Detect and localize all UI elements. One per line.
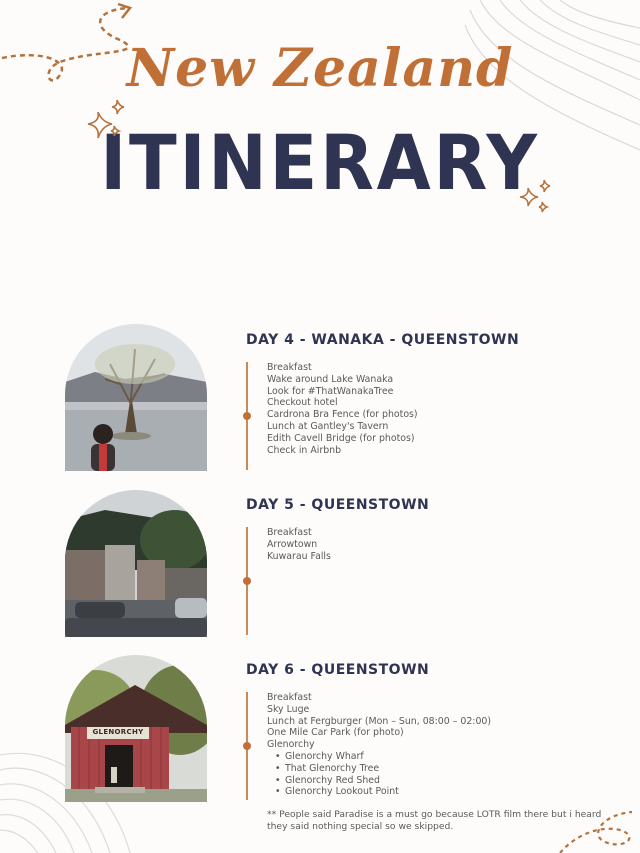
shed-sign: GLENORCHY (92, 728, 144, 736)
sub-list-item: • Glenorchy Lookout Point (267, 786, 491, 798)
list-item: Wake around Lake Wanaka (267, 373, 394, 385)
day-items (267, 362, 418, 456)
day-items (267, 527, 331, 562)
day-title: DAY 4 - WANAKA - QUEENSTOWN (246, 332, 520, 348)
day-items (267, 692, 491, 798)
sparkle-icon (84, 96, 132, 144)
list-item: Checkout hotel (267, 397, 338, 409)
list-item: Arrowtown (267, 538, 318, 550)
sub-list-item: • That Glenorchy Tree (267, 763, 491, 775)
list-item: Glenorchy (267, 739, 315, 751)
list-item: Lunch at Fergburger (Mon – Sun, 08:00 – 02:00) (267, 715, 492, 727)
list-item: Sky Luge (267, 703, 310, 715)
sub-list-item: • Glenorchy Red Shed (267, 775, 491, 787)
timeline-dot (243, 412, 251, 420)
day-title: DAY 6 - QUEENSTOWN (246, 662, 430, 678)
sparkle-icon (516, 178, 558, 218)
footnote: ** People said Paradise is a must go because LOTR film there but i heard they said nothing special so we skipped. (267, 809, 602, 832)
list-item: Breakfast (267, 692, 312, 703)
timeline-dot (243, 577, 251, 585)
photo-glenorchy-shed (65, 655, 207, 802)
photo-wanaka-tree (65, 324, 207, 471)
script-title: New Zealand (126, 38, 514, 99)
day-title: DAY 5 - QUEENSTOWN (246, 497, 430, 513)
list-item: Breakfast (267, 362, 312, 373)
list-item: Kuwarau Falls (267, 550, 331, 562)
main-title: ITINERARY (100, 118, 540, 207)
list-item: Look for #ThatWanakaTree (267, 385, 394, 397)
list-item: Cardrona Bra Fence (for photos) (267, 409, 418, 421)
photo-arrowtown (65, 490, 207, 637)
list-item: Edith Cavell Bridge (for photos) (267, 432, 415, 444)
list-item: Check in Airbnb (267, 444, 342, 456)
timeline-dot (243, 742, 251, 750)
list-item: Lunch at Gantley's Tavern (267, 420, 389, 432)
list-item: One Mile Car Park (for photo) (267, 727, 404, 739)
list-item: Breakfast (267, 527, 312, 538)
sub-list-item: • Glenorchy Wharf (267, 751, 491, 763)
